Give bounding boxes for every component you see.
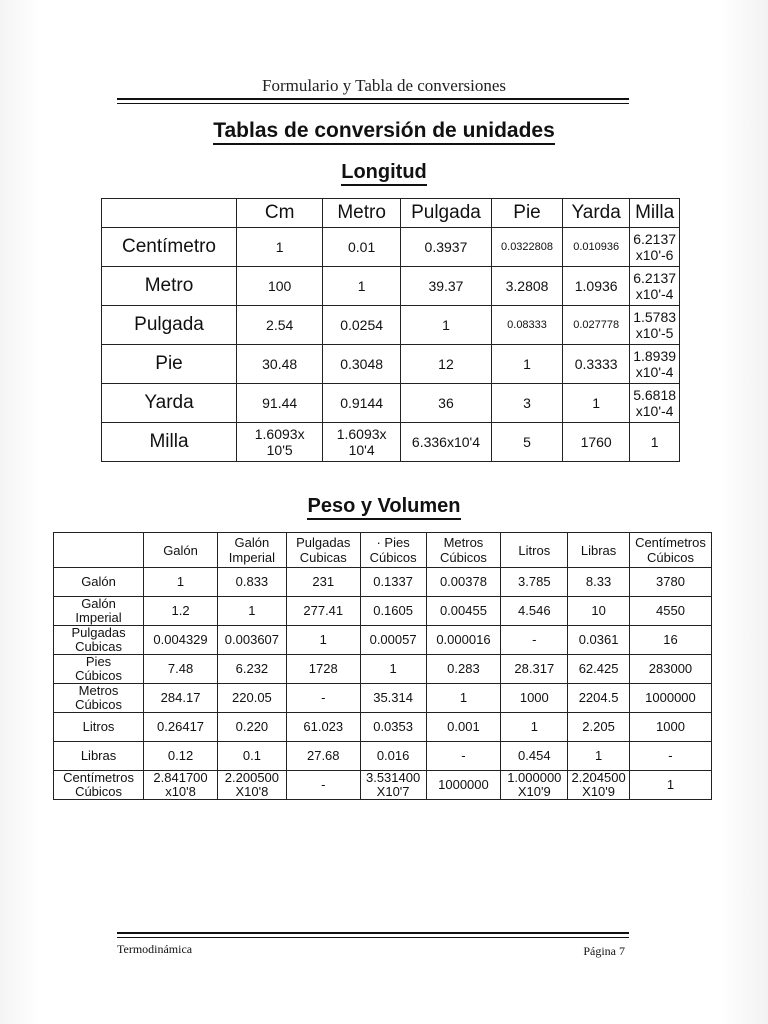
table-cell: 16	[629, 626, 711, 655]
table-cell: 0.0254	[323, 306, 401, 345]
row-header: Centímetros Cúbicos	[54, 771, 144, 800]
table-peso-volumen	[53, 532, 712, 800]
table-cell: 1	[491, 345, 562, 384]
column-header	[102, 199, 237, 228]
table-cell: 91.44	[237, 384, 323, 423]
table-cell: 231	[286, 568, 360, 597]
table-cell: -	[426, 742, 501, 771]
header-rule-thin	[117, 103, 629, 104]
table-cell: 30.48	[237, 345, 323, 384]
table-cell: 1760	[563, 423, 630, 462]
footer-rule-thin	[117, 937, 629, 938]
column-header: Yarda	[563, 199, 630, 228]
table-cell: 2.841700 x10'8	[144, 771, 218, 800]
table-longitud	[101, 198, 680, 462]
table-cell: 1.0936	[563, 267, 630, 306]
column-header: Cm	[237, 199, 323, 228]
column-header: Galón Imperial	[217, 533, 286, 568]
table-cell: 10	[568, 597, 630, 626]
table-cell: 1000	[629, 713, 711, 742]
table-cell: 0.00057	[360, 626, 426, 655]
table-cell: 1	[563, 384, 630, 423]
table-cell: 0.3333	[563, 345, 630, 384]
column-header: Centímetros Cúbicos	[629, 533, 711, 568]
table-cell: 35.314	[360, 684, 426, 713]
table-cell: 0.000016	[426, 626, 501, 655]
row-header: Pulgada	[102, 306, 237, 345]
table-cell: 27.68	[286, 742, 360, 771]
column-header: Galón	[144, 533, 218, 568]
table-cell: 2.205	[568, 713, 630, 742]
column-header: Metro	[323, 199, 401, 228]
table-cell: 36	[400, 384, 491, 423]
column-header: Metros Cúbicos	[426, 533, 501, 568]
section-title-peso-volumen: Peso y Volumen	[0, 495, 768, 518]
row-header: Pie	[102, 345, 237, 384]
table-cell: 0.001	[426, 713, 501, 742]
column-header: · Pies Cúbicos	[360, 533, 426, 568]
table-cell: 0.004329	[144, 626, 218, 655]
table-cell: 0.1605	[360, 597, 426, 626]
table-cell: 1	[400, 306, 491, 345]
column-header: Libras	[568, 533, 630, 568]
table-row	[102, 384, 680, 423]
row-header: Litros	[54, 713, 144, 742]
column-header: Pie	[491, 199, 562, 228]
table-cell: 0.00378	[426, 568, 501, 597]
table-cell: 5	[491, 423, 562, 462]
table-cell: 1.5783 x10'-5	[630, 306, 680, 345]
table-row	[102, 345, 680, 384]
table-header-row	[102, 199, 680, 228]
table-cell: 0.0361	[568, 626, 630, 655]
table-cell: 1000000	[629, 684, 711, 713]
table-cell: 0.9144	[323, 384, 401, 423]
table-cell: 62.425	[568, 655, 630, 684]
table-row	[54, 742, 712, 771]
row-header: Galón	[54, 568, 144, 597]
row-header: Metros Cúbicos	[54, 684, 144, 713]
column-header: Litros	[501, 533, 568, 568]
footer-rule	[117, 932, 629, 934]
table-cell: 0.010936	[563, 228, 630, 267]
table-cell: 5.6818 x10'-4	[630, 384, 680, 423]
table-cell: 0.0322808	[491, 228, 562, 267]
table-row	[102, 267, 680, 306]
column-header: Pulgada	[400, 199, 491, 228]
table-cell: 1	[426, 684, 501, 713]
table-cell: 0.1337	[360, 568, 426, 597]
table-cell: 284.17	[144, 684, 218, 713]
row-header: Pies Cúbicos	[54, 655, 144, 684]
table-cell: 8.33	[568, 568, 630, 597]
table-cell: -	[629, 742, 711, 771]
table-cell: -	[286, 771, 360, 800]
table-cell: 3.531400 X10'7	[360, 771, 426, 800]
table-row	[54, 771, 712, 800]
table-cell: 0.12	[144, 742, 218, 771]
table-cell: 7.48	[144, 655, 218, 684]
table-cell: 2.204500 X10'9	[568, 771, 630, 800]
column-header: Pulgadas Cubicas	[286, 533, 360, 568]
table-cell: 1	[501, 713, 568, 742]
row-header: Yarda	[102, 384, 237, 423]
section-title-longitud: Longitud	[0, 161, 768, 184]
table-cell: 1	[323, 267, 401, 306]
table-row	[54, 568, 712, 597]
table-cell: 0.016	[360, 742, 426, 771]
table-cell: 0.027778	[563, 306, 630, 345]
table-cell: 2204.5	[568, 684, 630, 713]
table-cell: 4.546	[501, 597, 568, 626]
row-header: Metro	[102, 267, 237, 306]
table-cell: 1	[629, 771, 711, 800]
row-header: Libras	[54, 742, 144, 771]
table-row	[102, 306, 680, 345]
table-cell: 6.232	[217, 655, 286, 684]
table-cell: 0.0353	[360, 713, 426, 742]
table-cell: 28.317	[501, 655, 568, 684]
table-cell: 0.00455	[426, 597, 501, 626]
table-row	[54, 597, 712, 626]
table-cell: 1.8939 x10'-4	[630, 345, 680, 384]
main-title: Tablas de conversión de unidades	[0, 119, 768, 143]
table-cell: 2.54	[237, 306, 323, 345]
table-cell: 3	[491, 384, 562, 423]
table-cell: 1	[630, 423, 680, 462]
table-cell: 39.37	[400, 267, 491, 306]
table-cell: 0.003607	[217, 626, 286, 655]
table-cell: 1	[568, 742, 630, 771]
table-cell: 1.2	[144, 597, 218, 626]
table-cell: 1.000000 X10'9	[501, 771, 568, 800]
table-cell: 1000000	[426, 771, 501, 800]
table-cell: 1	[144, 568, 218, 597]
table-cell: -	[286, 684, 360, 713]
table-cell: 1728	[286, 655, 360, 684]
table-cell: 6.2137 x10'-6	[630, 228, 680, 267]
table-row	[102, 423, 680, 462]
row-header: Pulgadas Cubicas	[54, 626, 144, 655]
table-cell: 283000	[629, 655, 711, 684]
table-cell: 0.220	[217, 713, 286, 742]
table-cell: 0.454	[501, 742, 568, 771]
table-cell: 277.41	[286, 597, 360, 626]
table-cell: 100	[237, 267, 323, 306]
table-cell: 0.26417	[144, 713, 218, 742]
row-header: Milla	[102, 423, 237, 462]
table-cell: 6.2137 x10'-4	[630, 267, 680, 306]
table-row	[54, 713, 712, 742]
table-row	[54, 655, 712, 684]
table-cell: 1	[360, 655, 426, 684]
table-cell: 0.01	[323, 228, 401, 267]
header-rule	[117, 98, 629, 100]
table-row	[54, 626, 712, 655]
table-cell: 3780	[629, 568, 711, 597]
table-cell: 2.200500 X10'8	[217, 771, 286, 800]
row-header: Galón Imperial	[54, 597, 144, 626]
table-cell: 1000	[501, 684, 568, 713]
row-header: Centímetro	[102, 228, 237, 267]
table-cell: 0.08333	[491, 306, 562, 345]
table-cell: 1	[286, 626, 360, 655]
table-cell: 6.336x10'4	[400, 423, 491, 462]
table-row	[102, 228, 680, 267]
footer-subject: Termodinámica	[117, 942, 193, 956]
table-cell: 0.283	[426, 655, 501, 684]
header-title: Formulario y Tabla de conversiones	[262, 76, 506, 95]
table-cell: 1.6093x 10'5	[237, 423, 323, 462]
table-cell: 0.3937	[400, 228, 491, 267]
table-cell: 3.785	[501, 568, 568, 597]
table-cell: 1	[217, 597, 286, 626]
table-cell: 3.2808	[491, 267, 562, 306]
table-cell: 1.6093x 10'4	[323, 423, 401, 462]
table-cell: 12	[400, 345, 491, 384]
footer-page-number: Página 7	[583, 944, 625, 958]
table-cell: -	[501, 626, 568, 655]
table-cell: 4550	[629, 597, 711, 626]
column-header	[54, 533, 144, 568]
table-header-row	[54, 533, 712, 568]
table-cell: 0.1	[217, 742, 286, 771]
table-cell: 1	[237, 228, 323, 267]
column-header: Milla	[630, 199, 680, 228]
table-cell: 0.3048	[323, 345, 401, 384]
table-cell: 61.023	[286, 713, 360, 742]
table-cell: 220.05	[217, 684, 286, 713]
table-row	[54, 684, 712, 713]
table-cell: 0.833	[217, 568, 286, 597]
